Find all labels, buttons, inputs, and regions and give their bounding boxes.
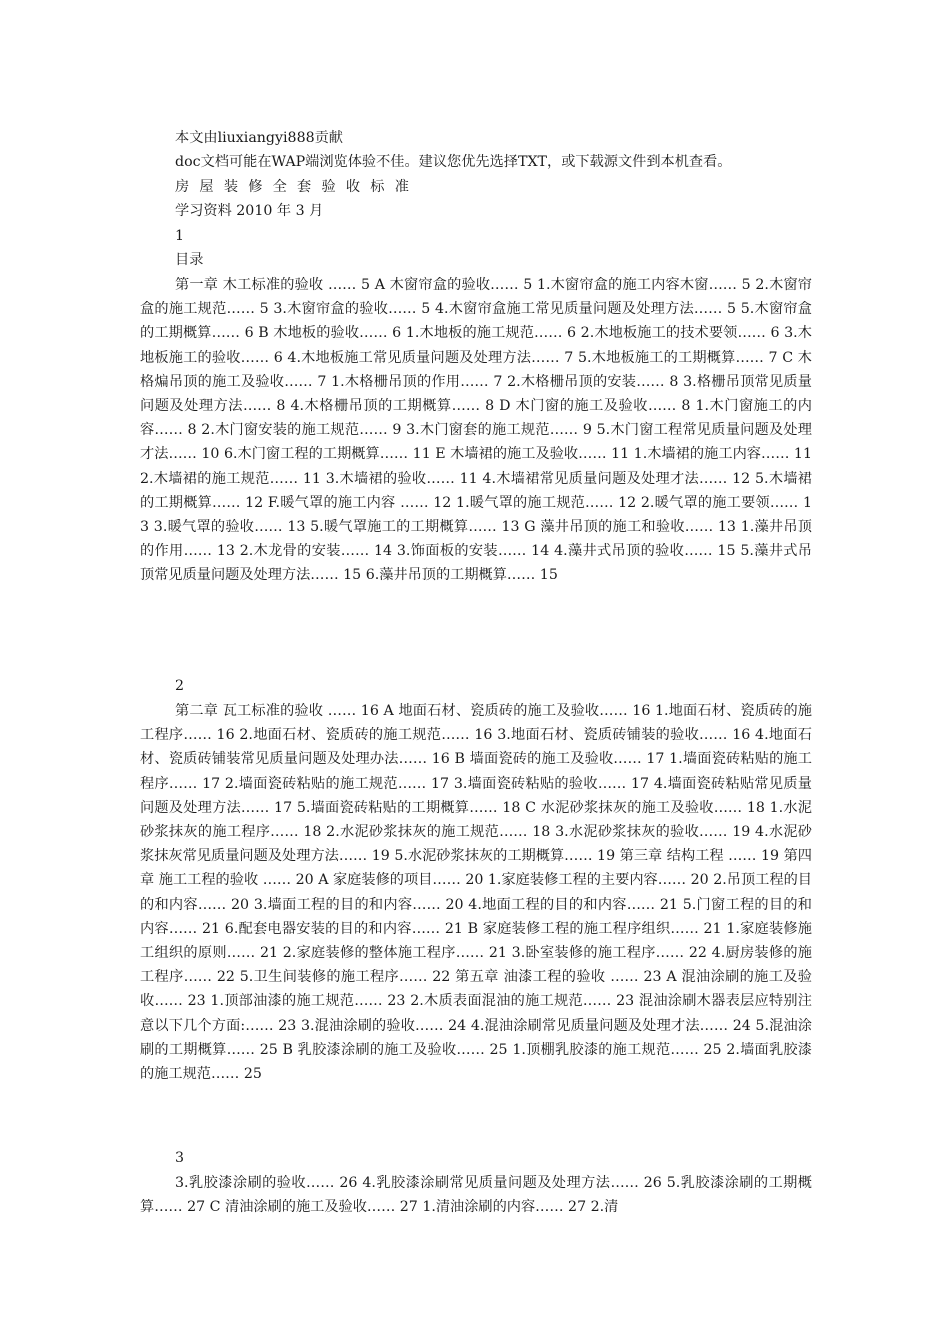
document-title: 房屋装修全套验收标准 (175, 179, 420, 195)
page-marker: 1 (175, 228, 185, 244)
page-marker: 3 (175, 1150, 185, 1166)
toc-paragraph-continued: 3.乳胶漆涂刷的验收…… 26 4.乳胶漆涂刷常见质量问题及处理方法…… 26 5.乳胶漆涂刷的工期概算…… 27 C 清油涂刷的施工及验收…… 27 1.清油涂刷的内容…… 27 2.清 (140, 1175, 812, 1216)
toc-paragraph-chapters-2-5: 第二章 瓦工标准的验收 …… 16 A 地面石材、瓷质砖的施工及验收…… 16 1.地面石材、瓷质砖的施工程序…… 16 2.地面石材、瓷质砖的施工规范…… 16 3.地面石材、瓷质砖铺装的验收…… 16 4.地面石材、瓷质砖铺装常见质量问题及处理办法…… 16 B 墙面瓷砖的施工及验收…… 17 1.墙面瓷砖粘贴的施工程序…… 17 2.墙面瓷砖粘贴的施工规范…… 17 3.墙面瓷砖粘贴的验收…… 17 4.墙面瓷砖粘贴常见质量问题及处理方法…… 17 5.墙面瓷砖粘贴的工期概算…… 18 C 水泥砂浆抹灰的施工及验收…… 18 1.水泥砂浆抹灰的施工程序…… 18 2.水泥砂浆抹灰的施工规范…… 18 3.水泥砂浆抹灰的验收…… 19 4.水泥砂浆抹灰常见质量问题及处理方法…… 19 5.水泥砂浆抹灰的工期概算…… 19 第三章 结构工程 …… 19 第四章 施工工程的验收 …… 20 A 家庭装修的项目…… 20 1.家庭装修工程的主要内容…… 20 2.吊顶工程的目的和内容…… 20 3.墙面工程的目的和内容…… 20 4.地面工程的目的和内容…… 21 5.门窗工程的目的和内容…… 21 6.配套电器安装的目的和内容…… 21 B 家庭装修工程的施工程序组织…… 21 1.家庭装修施工组织的原则…… 21 2.家庭装修的整体施工程序…… 21 3.卧室装修的施工程序…… 22 4.厨房装修的施工程序…… 22 5.卫生间装修的施工程序…… 22 第五章 油漆工程的验收 …… 23 A 混油涂刷的施工及验收…… 23 1.顶部油漆的施工规范…… 23 2.木质表面混油的施工规范…… 23 混油涂刷木器表层应特别注意以下几个方面:…… 23 3.混油涂刷的验收…… 24 4.混油涂刷常见质量问题及处理才法…… 24 5.混油涂刷的工期概算…… 25 B 乳胶漆涂刷的施工及验收…… 25 1.顶棚乳胶漆的施工规范…… 25 2.墙面乳胶漆的施工规范…… 25 (140, 703, 812, 1083)
toc-paragraph-chapter-1: 第一章 木工标准的验收 …… 5 A 木窗帘盒的验收…… 5 1.木窗帘盒的施工内容木窗…… 5 2.木窗帘盒的施工规范…… 5 3.木窗帘盒的验收…… 5 4.木窗帘盒施工常见质量问题及处理方法…… 5 5.木窗帘盒的工期概算…… 6 B 木地板的验收…… 6 1.木地板的施工规范…… 6 2.木地板施工的技术要领…… 6 3.木地板施工的验收…… 6 4.木地板施工常见质量问题及处理方法…… 7 5.木地板施工的工期概算…… 7 C 木格煸吊顶的施工及验收…… 7 1.木格栅吊顶的作用…… 7 2.木格栅吊顶的安装…… 8 3.格栅吊顶常见质量问题及处理方法…… 8 4.木格栅吊顶的工期概算…… 8 D 木门窗的施工及验收…… 8 1.木门窗施工的内容…… 8 2.木门窗安装的施工规范…… 9 3.木门窗套的施工规范…… 9 5.木门窗工程常见质量问题及处理才法…… 10 6.木门窗工程的工期概算…… 11 E 木墙裙的施工及验收…… 11 1.木墙裙的施工内容…… 11 2.木墙裙的施工规范…… 11 3.木墙裙的验收…… 11 4.木墙裙常见质量问题及处理才法…… 12 5.木墙裙的工期概算…… 12 F.暖气罩的施工内容 …… 12 1.暖气罩的施工规范…… 12 2.暖气罩的施工要领…… 13 3.暖气罩的验收…… 13 5.暖气罩施工的工期概算…… 13 G 藻井吊顶的施工和验收…… 13 1.藻井吊顶的作用…… 13 2.木龙骨的安装…… 14 3.饰面板的安装…… 14 4.藻井式吊顶的验收…… 15 5.藻井式吊顶常见质量问题及处理方法…… 15 6.藻井吊顶的工期概算…… 15 (140, 277, 812, 584)
contributor-line: 本文由liuxiangyi888贡献 (175, 130, 343, 146)
page-marker: 2 (175, 678, 185, 694)
document-subtitle: 学习资料 2010 年 3 月 (175, 203, 324, 219)
format-notice: doc文档可能在WAP端浏览体验不佳。建议您优先选择TXT，或下载源文件到本机查看。 (175, 154, 732, 170)
toc-heading: 目录 (175, 252, 204, 268)
